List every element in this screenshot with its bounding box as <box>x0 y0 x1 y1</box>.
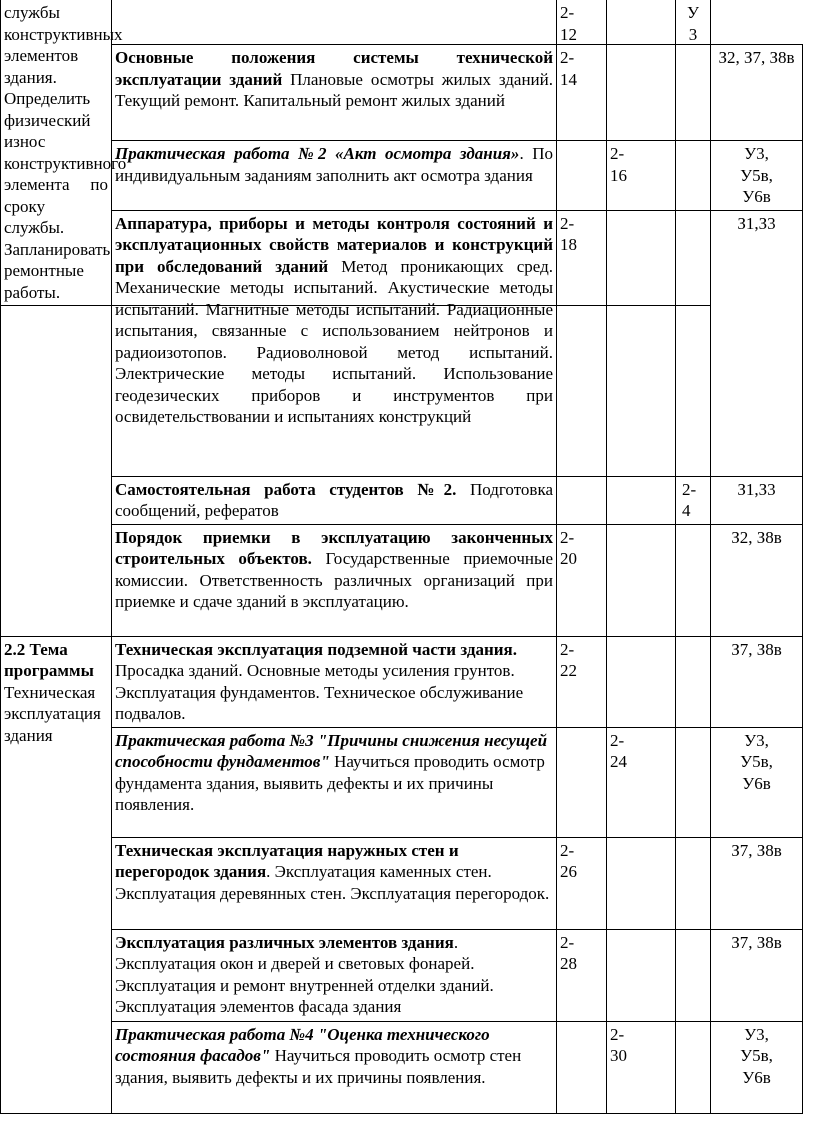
practice-hours-cell <box>607 636 676 727</box>
table-row <box>1 929 803 1021</box>
content-heading: Самостоятельная работа студентов №2. <box>115 479 457 499</box>
competency-codes: У3, У5в, У6в <box>740 730 773 793</box>
self-work-cell <box>676 1021 711 1113</box>
practice-hours-cell <box>607 524 676 636</box>
topic-1-text: службы конструктивных элементов здания. Определить физический износ конструктивного элемента по сроку службы. Запланировать ремонтные работы. <box>4 3 127 302</box>
content-heading: Основные положения системы технической эксплуатации зданий <box>115 48 553 89</box>
lecture-hours-value: 2- 20 <box>560 527 577 568</box>
competency-codes-cell <box>711 476 803 524</box>
content-text: Научиться проводить осмотр фундамента здания, выявить дефекты и их причины появления. <box>115 752 545 814</box>
self-work-cell <box>676 45 711 141</box>
competency-codes: З2, З8в <box>731 527 782 547</box>
competency-codes-cell <box>711 837 803 929</box>
table-row <box>1 727 803 837</box>
table-row <box>1 837 803 929</box>
content-cell <box>112 210 557 476</box>
competency-codes: З1,З3 <box>737 213 776 233</box>
lecture-hours-cell <box>557 45 607 141</box>
topic-2-text: Техническая эксплуатация здания <box>4 682 101 745</box>
content-cell <box>112 1021 557 1113</box>
content-heading: Практическая работа №4 "Оценка технического состояния фасадов" <box>115 1024 490 1065</box>
competency-codes-cell <box>711 45 803 141</box>
curriculum-table-body <box>0 44 803 1114</box>
competency-codes-cell <box>711 1021 803 1113</box>
lecture-hours-cell <box>557 837 607 929</box>
lecture-hours-value: 2- 18 <box>560 213 577 254</box>
lecture-hours-value: 2- 12 <box>560 3 577 44</box>
content-text: . Эксплуатация окон и дверей и световых фонарей. Эксплуатация и ремонт внутренней отделки зданий. Эксплуатация элементов фасада здания <box>115 932 494 1016</box>
competency-codes: З7, З8в <box>731 840 782 860</box>
competency-codes: У3, У5в, У6в <box>740 144 773 206</box>
competency-codes: З7, З8в <box>731 639 782 659</box>
competency-codes-cell <box>711 727 803 837</box>
lecture-hours-cell <box>557 727 607 837</box>
content-text: Плановые осмотры жилых зданий. Текущий ремонт. Капитальный ремонт жилых зданий <box>115 69 553 110</box>
content-cell <box>112 45 557 141</box>
table-row <box>1 45 803 141</box>
content-heading: Практическая работа №2 «Акт осмотра здания» <box>115 144 520 163</box>
practice-hours-cell <box>607 727 676 837</box>
lecture-hours-cell <box>557 524 607 636</box>
competency-codes-cell <box>711 929 803 1021</box>
topic-cell-2 <box>1 636 112 1113</box>
codes-value: У 3 <box>686 3 700 44</box>
table-row <box>1 141 803 211</box>
content-heading: Порядок приемки в эксплуатацию законченных строительных объектов. <box>115 527 553 568</box>
self-work-cell <box>676 476 711 524</box>
lecture-hours-value: 2- 26 <box>560 840 577 881</box>
content-heading: Практическая работа №3 "Причины снижения несущей способности фундаментов" <box>115 730 548 771</box>
table-row <box>1 636 803 727</box>
self-work-cell <box>676 929 711 1021</box>
practice-hours-cell <box>607 1021 676 1113</box>
content-cell <box>112 727 557 837</box>
content-heading: Техническая эксплуатация наружных стен и перегородок здания <box>115 840 459 881</box>
content-text: . По индивидуальным заданиям заполнить акт осмотра здания <box>115 144 554 185</box>
content-text: Просадка зданий. Основные методы усиления грунтов. Эксплуатация фундаментов. Техническое обслуживание подвалов. <box>115 661 524 723</box>
practice-hours-value: 2- 16 <box>610 144 627 185</box>
lecture-hours-value: 2- 14 <box>560 48 577 89</box>
lecture-hours-cell <box>557 141 607 211</box>
content-text: Научиться проводить осмотр стен здания, выявить дефекты и их причины появления. <box>115 1046 522 1087</box>
self-work-cell <box>676 141 711 211</box>
content-heading: Эксплуатация различных элементов здания <box>115 932 454 952</box>
topic-2-title: 2.2 Тема программы <box>4 639 94 680</box>
competency-codes-cell <box>711 210 803 476</box>
competency-codes: З1,З3 <box>737 479 776 499</box>
competency-codes: З7, З8в <box>731 932 782 952</box>
content-heading: Техническая эксплуатация подземной части здания. <box>115 639 517 659</box>
self-work-cell <box>676 727 711 837</box>
lecture-hours-value: 2- 28 <box>560 932 577 973</box>
lecture-hours-cell <box>557 929 607 1021</box>
self-work-cell <box>676 210 711 476</box>
competency-codes-cell <box>711 524 803 636</box>
table-row <box>1 524 803 636</box>
table-row <box>1 1021 803 1113</box>
table-row <box>1 476 803 524</box>
practice-hours-cell <box>607 476 676 524</box>
practice-hours-cell <box>607 141 676 211</box>
competency-codes: З2, З7, З8в <box>718 48 795 67</box>
self-work-cell <box>676 837 711 929</box>
practice-hours-cell <box>607 210 676 476</box>
lecture-hours-cell <box>557 1021 607 1113</box>
self-work-value: 2- 4 <box>682 479 697 520</box>
content-cell <box>112 524 557 636</box>
content-cell <box>112 929 557 1021</box>
self-work-cell <box>676 524 711 636</box>
lecture-hours-value: 2- 22 <box>560 639 577 680</box>
self-work-cell <box>676 636 711 727</box>
content-cell <box>112 837 557 929</box>
competency-codes-cell <box>711 141 803 211</box>
content-text: Метод проникающих сред. Механические методы испытаний. Акустические методы испытаний. Магнитные методы испытаний. Радиационные испытания, связанные с использованием нейтронов и радиоизотопов. Радиоволновой метод испытаний. Электрические методы испытаний. Использование геодезических приборов и инструментов при освидетельствовании и испытаниях конструкций <box>115 256 553 426</box>
practice-hours-cell <box>607 837 676 929</box>
content-cell <box>112 141 557 211</box>
table-row <box>1 210 803 476</box>
content-text: Государственные приемочные комиссии. Ответственность различных организаций при приемке и сдаче зданий в эксплуатацию. <box>115 549 553 611</box>
lecture-hours-cell <box>557 636 607 727</box>
lecture-hours-cell <box>557 210 607 476</box>
content-cell <box>112 636 557 727</box>
topic-cell-1-cont <box>1 45 112 637</box>
practice-hours-value: 2- 30 <box>610 1024 627 1065</box>
practice-hours-value: 2- 24 <box>610 730 627 771</box>
content-cell <box>112 476 557 524</box>
practice-hours-cell <box>607 929 676 1021</box>
content-heading: Аппаратура, приборы и методы контроля состояний и эксплуатационных свойств материалов и конструкций при обследований зданий <box>115 213 553 276</box>
content-text: . Эксплуатация каменных стен. Эксплуатация деревянных стен. Эксплуатация перегородок. <box>115 862 550 903</box>
lecture-hours-cell <box>557 476 607 524</box>
competency-codes: У3, У5в, У6в <box>740 1024 773 1087</box>
competency-codes-cell <box>711 636 803 727</box>
content-text: Подготовка сообщений, рефератов <box>115 479 553 520</box>
practice-hours-cell <box>607 45 676 141</box>
